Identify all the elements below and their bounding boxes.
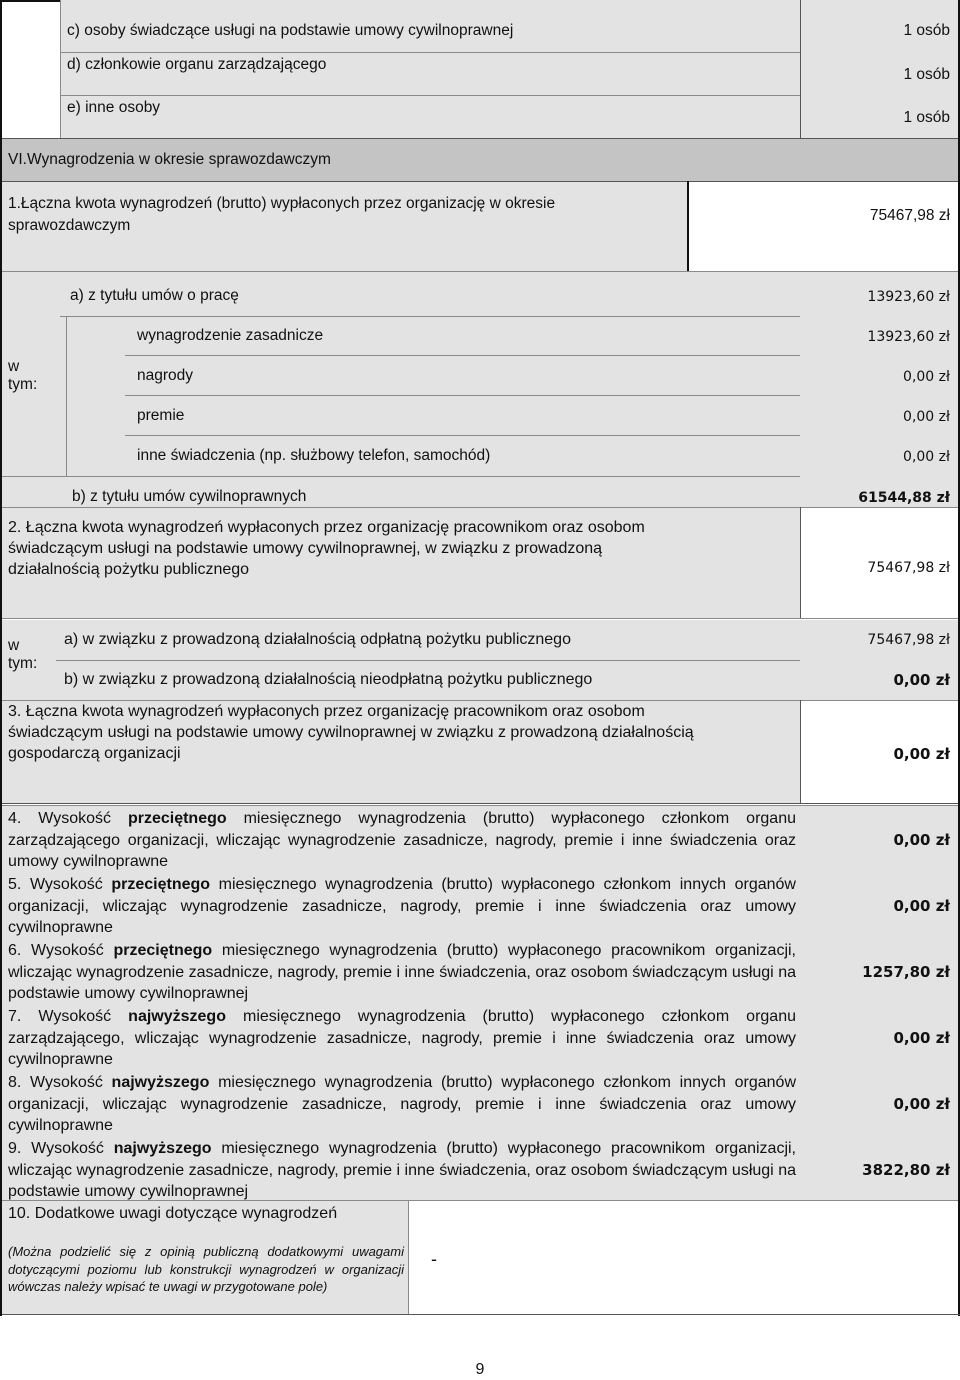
avg-max-item-7-value: 0,00 zł [893, 1029, 950, 1047]
wtym2-tym: tym: [8, 655, 38, 672]
employment-row-d-value: 1 osób [903, 66, 950, 83]
item3-line1: 3. Łączna kwota wynagrodzeń wypłaconych przez organizację pracownikom oraz osobom [8, 703, 645, 720]
item1-a-sub-wynagrodzenie-label: wynagrodzenie zasadnicze [137, 327, 324, 344]
item2-value: 75467,98 zł [867, 560, 950, 576]
avg-max-item-8-text: 8. Wysokość najwyższego miesięcznego wynagrodzenia (brutto) wypłaconego członkom innych organów organizacji, wliczając wynagrodzenie zasadnicze, nagrody, premie i inne świadczenia oraz umowy cywilnoprawne [8, 1074, 796, 1134]
avg-max-item-4-value: 0,00 zł [893, 831, 950, 849]
item3-line3: gospodarczą organizacji [8, 745, 181, 762]
item1-line1: 1.Łączna kwota wynagrodzeń (brutto) wypłaconych przez organizację w okresie [8, 195, 556, 212]
avg-max-item-5-text: 5. Wysokość przeciętnego miesięcznego wynagrodzenia (brutto) wypłaconego członkom innych organów organizacji, wliczając wynagrodzenie zasadnicze, nagrody, premie i inne świadczenia oraz umowy cywilnoprawne [8, 876, 796, 936]
avg-max-item-4-text: 4. Wysokość przeciętnego miesięcznego wynagrodzenia (brutto) wypłaconego członkom organu zarządzającego organizacji, wliczając wynagrodzenie zasadnicze, nagrody, premie i inne świadczenia oraz umowy cywilnoprawne [8, 810, 796, 870]
avg-max-item-8-value: 0,00 zł [893, 1095, 950, 1113]
item1-value: 75467,98 zł [869, 207, 950, 224]
item1-a-sub-inne-value: 0,00 zł [903, 449, 950, 465]
item1-a-sub-premie-value: 0,00 zł [903, 409, 950, 425]
avg-max-item-6-value: 1257,80 zł [862, 963, 950, 981]
item1-a-sub-inne-label: inne świadczenia (np. służbowy telefon, samochód) [137, 447, 491, 464]
item1-a-sub-nagrody-value: 0,00 zł [903, 369, 950, 385]
item1-a-value: 13923,60 zł [867, 289, 950, 305]
employment-row-c-value: 1 osób [903, 22, 950, 39]
item2-a-value: 75467,98 zł [867, 632, 950, 648]
section-vi-title: VI.Wynagrodzenia w okresie sprawozdawczym [8, 151, 331, 168]
item1-line2: sprawozdawczym [8, 217, 131, 234]
avg-max-item-5-value: 0,00 zł [893, 897, 950, 915]
avg-max-item-6-text: 6. Wysokość przeciętnego miesięcznego wynagrodzenia (brutto) wypłaconego pracownikom organizacji, wliczając wynagrodzenie zasadnicze, nagrody, premie i inne świadczenia, oraz osobom świadczącym usługi na podstawie umowy cywilnoprawnej [8, 942, 796, 1002]
employment-row-c-label: c) osoby świadczące usługi na podstawie umowy cywilnoprawnej [67, 22, 514, 39]
employment-row-e-label: e) inne osoby [67, 99, 161, 116]
item2-line3: działalnością pożytku publicznego [8, 561, 250, 578]
item1-b-value: 61544,88 zł [858, 490, 950, 506]
item1-b-label: b) z tytułu umów cywilnoprawnych [72, 488, 307, 505]
item10-title: 10. Dodatkowe uwagi dotyczące wynagrodzeń [8, 1205, 338, 1222]
item1-a-sub-nagrody-label: nagrody [137, 367, 194, 384]
item2-a-label: a) w związku z prowadzoną działalnością odpłatną pożytku publicznego [64, 631, 571, 648]
page-number: 9 [475, 1361, 485, 1378]
item1-a-sub-wynagrodzenie-value: 13923,60 zł [867, 329, 950, 345]
avg-max-item-9-text: 9. Wysokość najwyższego miesięcznego wynagrodzenia (brutto) wypłaconego pracownikom organizacji, wliczając wynagrodzenie zasadnicze, nagrody, premie i inne świadczenia, oraz osobom świadczącym usługi na podstawie umowy cywilnoprawnej [8, 1140, 796, 1200]
avg-max-item-7-text: 7. Wysokość najwyższego miesięcznego wynagrodzenia (brutto) wypłaconego członkom organu zarządzającego, wliczając wynagrodzenie zasadnicze, nagrody, premie i inne świadczenia oraz umowy cywilnoprawne [8, 1008, 796, 1068]
item2-b-value: 0,00 zł [893, 671, 950, 689]
item2-b-label: b) w związku z prowadzoną działalnością nieodpłatną pożytku publicznego [64, 671, 593, 688]
wtym1-w: w [8, 358, 20, 375]
wtym2-w: w [8, 637, 20, 654]
item1-a-label: a) z tytułu umów o pracę [70, 287, 239, 304]
employment-row-d-label: d) członkowie organu zarządzającego [67, 56, 327, 73]
employment-row-e-value: 1 osób [903, 109, 950, 126]
wtym1-tym: tym: [8, 376, 38, 393]
item3-value: 0,00 zł [893, 745, 950, 763]
item10-value: - [431, 1249, 437, 1269]
wtym1-bg [2, 271, 958, 507]
item10-note: (Można podzielić się z opinią publiczną dodatkowymi uwagami dotyczącymi poziomu lub konstrukcji wynagrodzeń w organizacji wówczas należy wpisać te uwagi w przygotowane pole) [8, 1244, 404, 1294]
item2-line2: świadczącym usługi na podstawie umowy cywilnoprawnej, w związku z prowadzoną [8, 540, 603, 557]
avg-max-item-9-value: 3822,80 zł [862, 1161, 950, 1179]
item1-a-sub-premie-label: premie [137, 407, 185, 424]
item2-line1: 2. Łączna kwota wynagrodzeń wypłaconych przez organizację pracownikom oraz osobom [8, 519, 645, 536]
item3-line2: świadczącym usługi na podstawie umowy cywilnoprawnej w związku z prowadzoną działalnością [8, 724, 694, 741]
